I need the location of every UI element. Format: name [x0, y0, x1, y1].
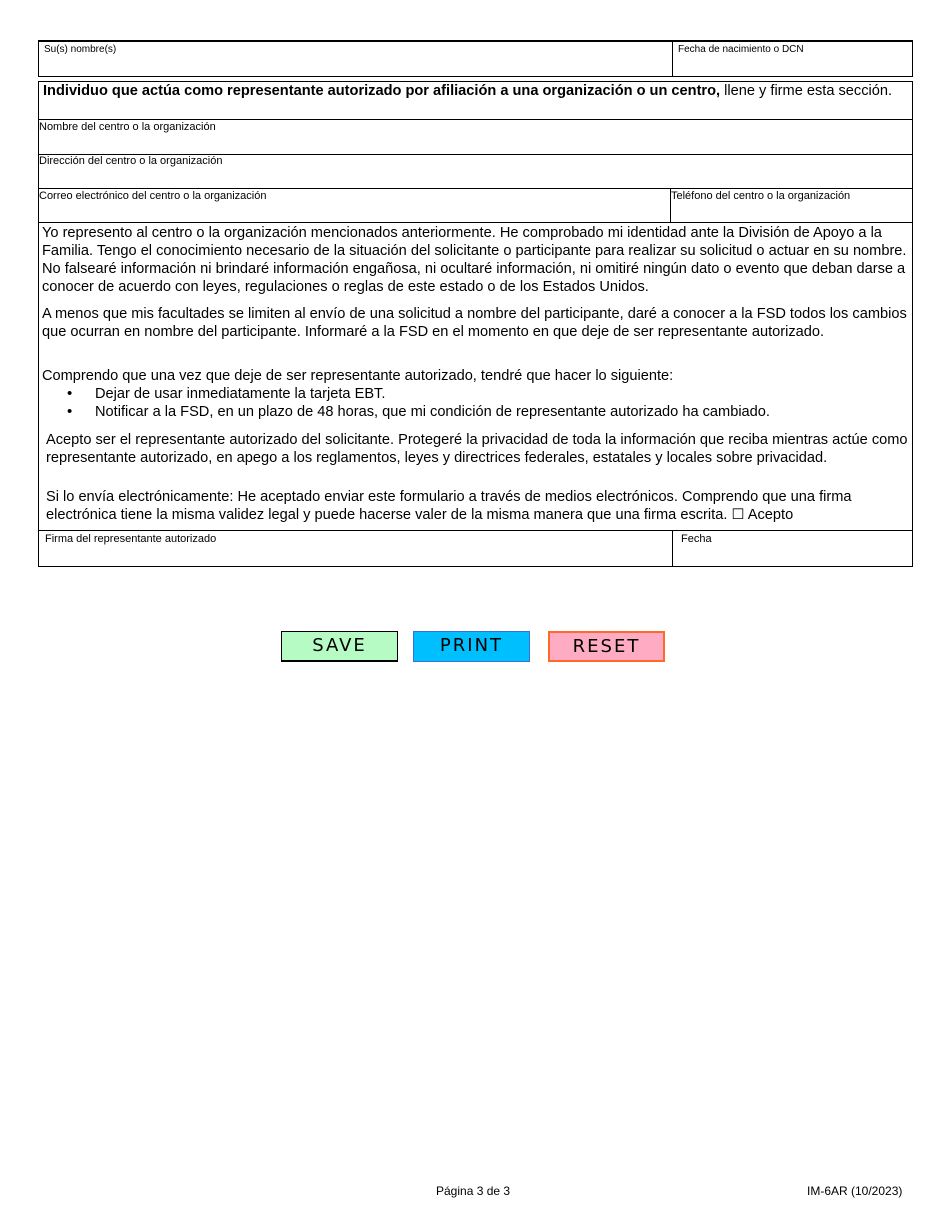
list-item: • Dejar de usar inmediatamente la tarjeta EBT.	[95, 385, 902, 403]
section-heading-rest: llene y firme esta sección.	[720, 83, 893, 99]
names-input[interactable]	[41, 57, 670, 75]
electronic-consent-text: Si lo envía electrónicamente: He aceptado enviar este formulario a través de medios electrónicos. Comprendo que una firma electrónica tiene la misma validez legal y puede hacerse valer de la misma manera que una firma escrita.	[46, 489, 852, 523]
date-field[interactable]	[673, 531, 912, 566]
org-address-input[interactable]	[41, 168, 910, 186]
date-label: Fecha	[681, 533, 712, 545]
statement-paragraph-1: Yo represento al centro o la organización mencionados anteriormente. He comprobado mi identidad ante la División de Apoyo a la Familia. Tengo el conocimiento necesario de la situación del solicitante o participante para realizar su solicitud o actuar en su nombre. No falsearé información ni brindaré información engañosa, ni ocultaré información, ni omitiré ningún dato o evento que deban darse a conocer de acuerdo con leyes, regulaciones o reglas de este estado o de los Estados Unidos.	[42, 225, 907, 295]
section-heading-bold: Individuo que actúa como representante autorizado por afiliación a una organización o un centro,	[43, 83, 721, 99]
section-heading	[43, 83, 900, 100]
org-phone-label: Teléfono del centro o la organización	[671, 190, 851, 202]
signature-label: Firma del representante autorizado	[45, 533, 217, 545]
obligations-list	[42, 385, 902, 421]
org-name-field[interactable]	[39, 119, 912, 154]
dob-field[interactable]	[673, 42, 912, 77]
dob-input[interactable]	[675, 57, 910, 75]
accept-checkbox[interactable]: ☐	[731, 507, 748, 523]
authorized-rep-section	[38, 81, 913, 567]
org-email-label: Correo electrónico del centro o la organización	[39, 190, 267, 202]
names-field[interactable]	[39, 42, 673, 77]
statement-paragraph-4: Acepto ser el representante autorizado del solicitante. Protegeré la privacidad de toda la información que reciba mientras actúe como representante autorizado, en apego a los reglamentos, leyes y directrices federales, estatales y locales sobre privacidad.	[46, 432, 908, 466]
dob-label: Fecha de nacimiento o DCN	[678, 44, 804, 55]
org-email-phone-row	[39, 188, 912, 223]
names-label: Su(s) nombre(s)	[44, 44, 117, 55]
org-name-label: Nombre del centro o la organización	[39, 121, 216, 133]
org-address-field[interactable]	[39, 154, 912, 188]
signature-row	[39, 530, 912, 566]
print-button[interactable]: PRINT	[413, 631, 530, 662]
save-button[interactable]: SAVE	[281, 631, 398, 662]
statement-paragraph-2: A menos que mis facultades se limiten al envío de una solicitud a nombre del participante, daré a conocer a la FSD todos los cambios que ocurran en nombre del participante. Informaré a la FSD en el momento en que deje de ser representante autorizado.	[42, 306, 907, 340]
org-phone-input[interactable]	[673, 203, 910, 221]
names-dob-row	[38, 40, 913, 77]
org-email-field[interactable]	[39, 189, 671, 223]
page-number: Página 3 de 3	[436, 1184, 511, 1198]
list-item: • Notificar a la FSD, en un plazo de 48 horas, que mi condición de representante autorizado ha cambiado.	[95, 403, 902, 421]
org-name-input[interactable]	[41, 134, 910, 152]
org-address-label: Dirección del centro o la organización	[39, 155, 223, 167]
statement-paragraph-5	[46, 488, 912, 524]
form-id: IM-6AR (10/2023)	[807, 1184, 903, 1198]
org-phone-field[interactable]	[671, 189, 912, 223]
signature-field[interactable]	[39, 531, 673, 566]
statement-paragraph-3: Comprendo que una vez que deje de ser representante autorizado, tendré que hacer lo siguiente:	[42, 368, 674, 384]
date-input[interactable]	[675, 546, 910, 564]
signature-input[interactable]	[41, 546, 670, 564]
accept-label: Acepto	[747, 507, 794, 523]
reset-button[interactable]: RESET	[548, 631, 665, 662]
org-email-input[interactable]	[41, 203, 668, 221]
